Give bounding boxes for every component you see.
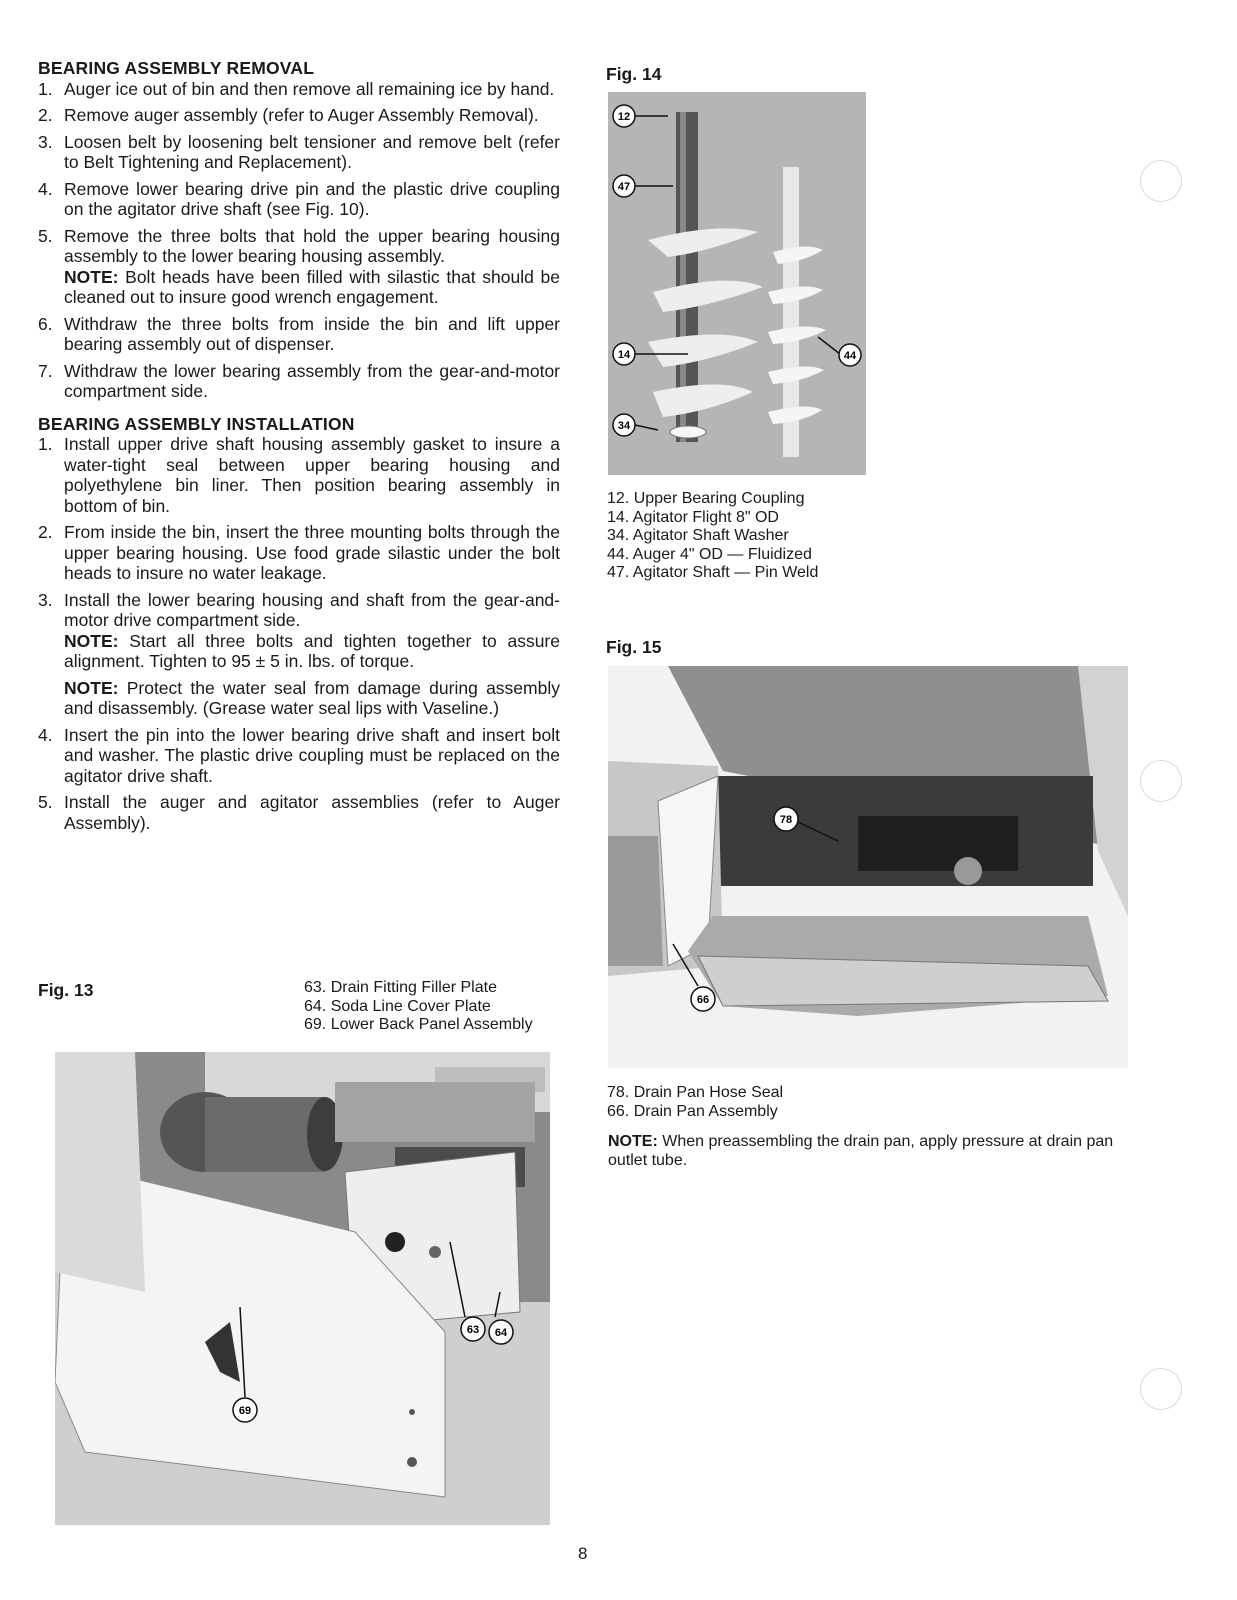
list-item: 5. Remove the three bolts that hold the upper bearing housing assembly to the lower bearing housing assembly. NOTE: Bolt heads have been filled with silastic that should be cleaned out to insure good wrench engagement. [38, 225, 560, 307]
list-item: 1. Auger ice out of bin and then remove all remaining ice by hand. [38, 78, 555, 99]
fig15-illustration [608, 666, 1128, 1068]
list-item: 3. Install the lower bearing housing and shaft from the gear-and-motor drive compartment side. NOTE: Start all three bolts and tighten together to assure alignment. Tighten to 95 ± 5 in. lbs. of torque. NOTE: Protect the water seal from damage during assembly and disassembly. (Grease water seal lips with Vaseline.) [38, 589, 560, 718]
list-item: 6. Withdraw the three bolts from inside the bin and lift upper bearing assembly out of dispenser. [38, 313, 560, 354]
list-item: 5. Install the auger and agitator assemblies (refer to Auger Assembly). [38, 792, 560, 833]
callout-63: 63 [466, 1324, 480, 1336]
legend-item: 78. Drain Pan Hose Seal [607, 1084, 784, 1101]
fig14-photo [608, 92, 866, 475]
list-item: 1. Install upper drive shaft housing assembly gasket to insure a water-tight seal between upper bearing housing and polyethylene bin liner. Then position bearing assembly in bottom of bin. [38, 434, 560, 516]
callout-44: 44 [843, 350, 857, 362]
list-item: 4. Insert the pin into the lower bearing drive shaft and insert bolt and washer. The plastic drive coupling must be replaced on the agitator drive shaft. [38, 724, 560, 786]
legend-item: 44. Auger 4" OD — Fluidized [607, 545, 812, 563]
fig14-legend [607, 490, 818, 583]
removal-steps [38, 79, 560, 402]
page-number: 8 [578, 1544, 588, 1563]
legend-item: 64. Soda Line Cover Plate [304, 997, 491, 1015]
callout-64: 64 [494, 1327, 508, 1339]
callout-34: 34 [617, 420, 631, 432]
fig15-photo [608, 666, 1128, 1068]
legend-item: 47. Agitator Shaft — Pin Weld [607, 564, 819, 581]
list-item: 3. Loosen belt by loosening belt tensioner and remove belt (refer to Belt Tightening and Replacement). [38, 131, 560, 172]
fig14-illustration [608, 92, 866, 475]
list-item: 4. Remove lower bearing drive pin and the plastic drive coupling on the agitator drive shaft (see Fig. 10). [38, 178, 560, 219]
callout-66: 66 [696, 994, 710, 1006]
list-item: 2. Remove auger assembly (refer to Auger Assembly Removal). [38, 105, 539, 125]
fig13-illustration [55, 1052, 550, 1525]
installation-steps [38, 434, 560, 833]
fig15-note: NOTE: When preassembling the drain pan, apply pressure at drain pan outlet tube. [608, 1133, 1114, 1169]
fig13-photo [55, 1052, 550, 1525]
list-item: 2. From inside the bin, insert the three mounting bolts through the upper bearing housing. Use food grade silastic under the bolt heads to insure no water leakage. [38, 522, 560, 583]
callout-47: 47 [617, 181, 631, 193]
binder-hole [1140, 760, 1182, 802]
removal-heading: BEARING ASSEMBLY REMOVAL [38, 58, 315, 78]
legend-item: 69. Lower Back Panel Assembly [304, 1016, 533, 1033]
note: NOTE: Start all three bolts and tighten together to assure alignment. Tighten to 95 ± 5 in. lbs. of torque. [64, 630, 560, 671]
callout-78: 78 [779, 814, 793, 826]
legend-item: 12. Upper Bearing Coupling [607, 490, 805, 507]
left-column [38, 58, 560, 839]
legend-item: 63. Drain Fitting Filler Plate [304, 979, 497, 996]
list-item: 7. Withdraw the lower bearing assembly from the gear-and-motor compartment side. [38, 360, 560, 401]
fig13-legend [304, 979, 533, 1035]
callout-12: 12 [617, 111, 631, 123]
callout-69: 69 [238, 1405, 252, 1417]
fig13-label: Fig. 13 [38, 980, 94, 1000]
binder-hole [1140, 160, 1182, 202]
legend-item: 14. Agitator Flight 8" OD [607, 508, 779, 526]
callout-14: 14 [617, 349, 631, 361]
installation-heading: BEARING ASSEMBLY INSTALLATION [38, 413, 355, 434]
fig15-legend [607, 1084, 783, 1121]
note: NOTE: Bolt heads have been filled with silastic that should be cleaned out to insure good wrench engagement. [64, 266, 560, 307]
binder-hole [1140, 1368, 1182, 1410]
fig15-label: Fig. 15 [606, 637, 662, 657]
legend-item: 66. Drain Pan Assembly [607, 1102, 778, 1120]
legend-item: 34. Agitator Shaft Washer [607, 527, 789, 544]
fig14-label: Fig. 14 [606, 64, 662, 84]
note: NOTE: Protect the water seal from damage during assembly and disassembly. (Grease water seal lips with Vaseline.) [64, 677, 560, 718]
